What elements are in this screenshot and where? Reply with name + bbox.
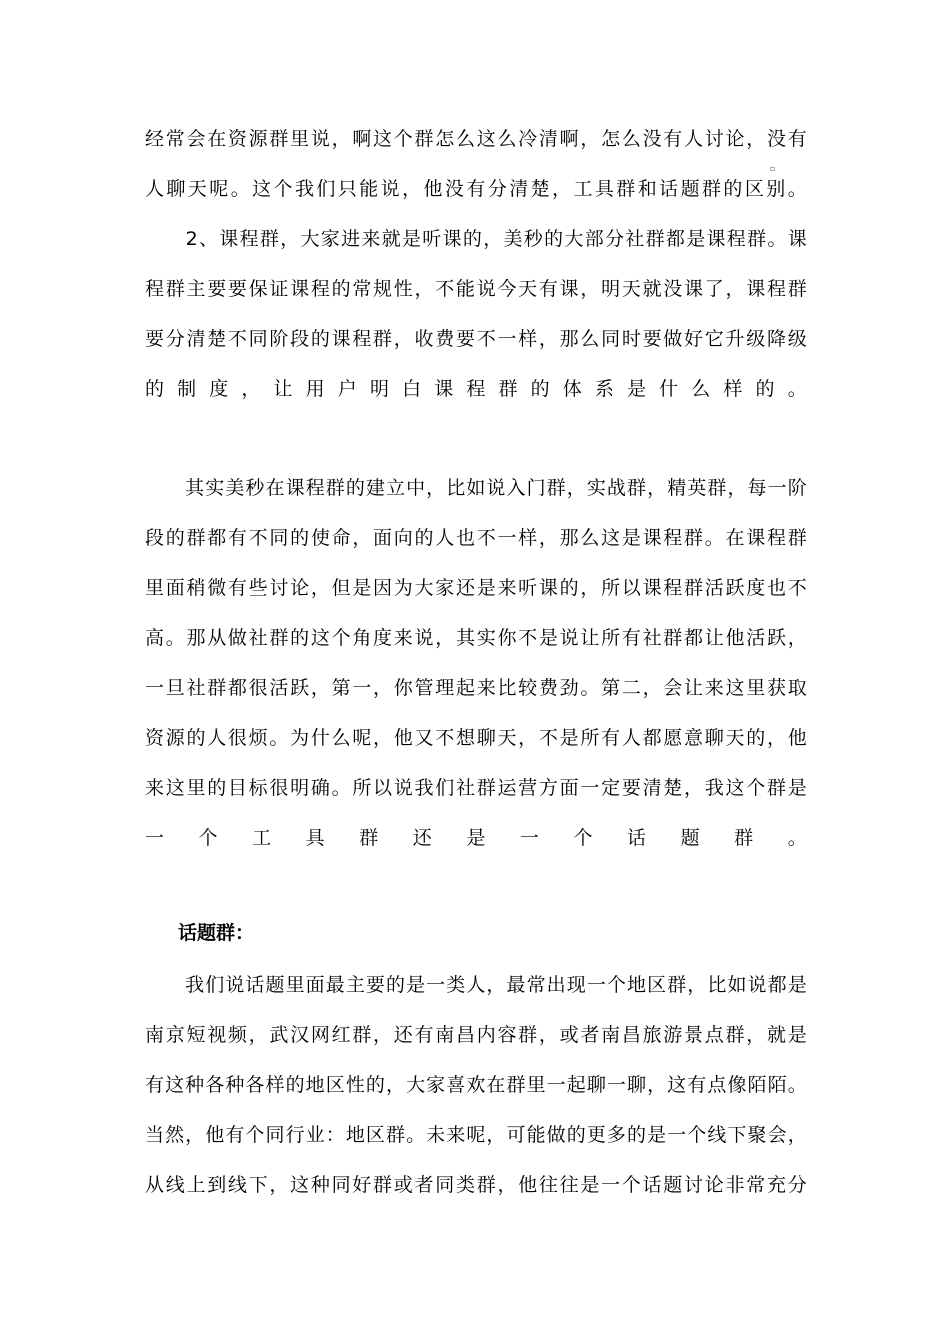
text-line: 资源的人很烦。为什么呢，他又不想聊天，不是所有人都愿意聊天的，他	[145, 727, 807, 749]
text-line: 有这种各种各样的地区性的，大家喜欢在群里一起聊一聊，这有点像陌陌。	[145, 1074, 807, 1096]
text-line: 其实美秒在课程群的建立中，比如说入门群，实战群，精英群，每一阶	[145, 477, 807, 499]
paragraph-block-2	[145, 463, 807, 863]
paragraph-mark: ▫	[770, 164, 776, 173]
text-line: 当然，他有个同行业：地区群。未来呢，可能做的更多的是一个线下聚会，	[145, 1124, 807, 1146]
text-line: 要分清楚不同阶段的课程群，收费要不一样，那么同时要做好它升级降级	[145, 328, 807, 350]
text-line: 人聊天呢。这个我们只能说，他没有分清楚，工具群和话题群的区别。	[145, 178, 807, 200]
text-line: 来这里的目标很明确。所以说我们社群运营方面一定要清楚，我这个群是	[145, 777, 807, 799]
text-line: 里面稍微有些讨论，但是因为大家还是来听课的，所以课程群活跃度也不	[145, 577, 807, 599]
text-line: 的制度，让用户明白课程群的体系是什么样的。	[145, 378, 807, 400]
text-line: 一个工具群还是一个话题群。	[145, 827, 807, 849]
text-line: 从线上到线下，这种同好群或者同类群，他往往是一个话题讨论非常充分	[145, 1174, 807, 1196]
text-line: 南京短视频，武汉网红群，还有南昌内容群，或者南昌旅游景点群，就是	[145, 1024, 807, 1046]
text-line: 高。那从做社群的这个角度来说，其实你不是说让所有社群都让他活跃，	[145, 627, 807, 649]
text-line: 段的群都有不同的使命，面向的人也不一样，那么这是课程群。在课程群	[145, 527, 807, 549]
text-line: 经常会在资源群里说，啊这个群怎么这么冷清啊，怎么没有人讨论，没有	[145, 128, 807, 150]
text-line: 一旦社群都很活跃，第一，你管理起来比较费劲。第二，会让来这里获取	[145, 677, 807, 699]
text-line: 程群主要要保证课程的常规性，不能说今天有课，明天就没课了，课程群	[145, 278, 807, 300]
text-line: 2、课程群，大家进来就是听课的，美秒的大部分社群都是课程群。课	[145, 228, 807, 250]
text-line: 我们说话题里面最主要的是一类人，最常出现一个地区群，比如说都是	[145, 974, 807, 996]
section-heading: 话题群：	[178, 922, 255, 944]
paragraph-block-1	[145, 114, 807, 414]
paragraph-block-3	[145, 960, 807, 1210]
